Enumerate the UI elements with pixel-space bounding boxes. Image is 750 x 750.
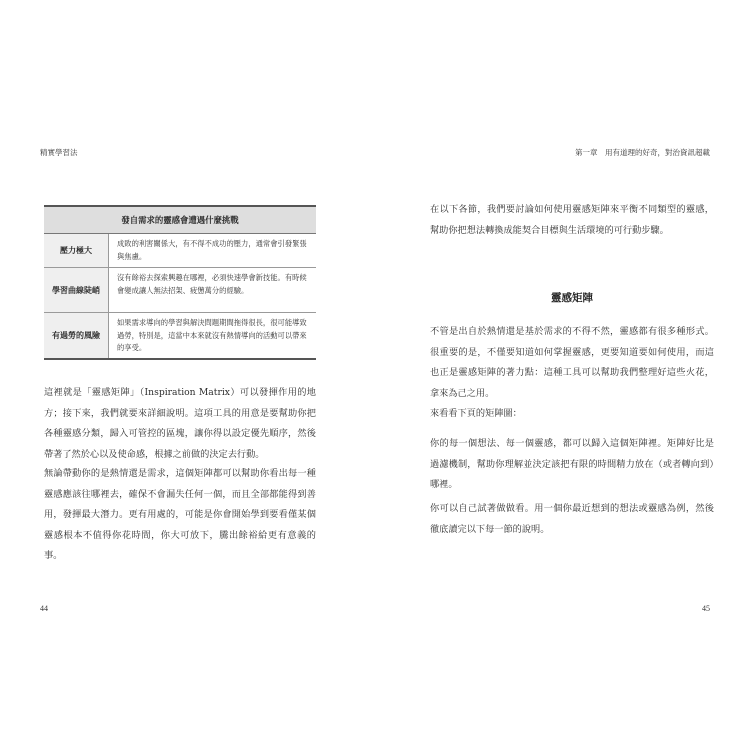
body-paragraph: 在以下各節，我們要討論如何使用靈感矩陣來平衡不同類型的靈感，幫助你把想法轉換成能契合目標與生活環境的可行動步驟。 [430, 204, 714, 236]
body-paragraph: 你的每一個想法、每一個靈感，都可以歸入這個矩陣裡。矩陣好比是過濾機制，幫助你理解並決定該把有限的時間精力放在（或者轉向到）哪裡。 [430, 438, 714, 490]
table-row [44, 313, 316, 358]
table-row [44, 234, 316, 268]
table-row-text: 成敗的利害關係大，有不得不成功的壓力，通常會引發緊張與焦慮。 [117, 239, 307, 261]
running-header-left: 精實學習法 [40, 148, 78, 157]
table-row-label: 有過勞的風險 [44, 313, 109, 358]
section-heading: 靈感矩陣 [551, 292, 593, 304]
body-paragraph: 無論帶動你的是熱情還是需求，這個矩陣都可以幫助你看出每一種靈感應該往哪裡去，確保不會漏失任何一個，而且全部都能得到善用，發揮最大潛力。更有用處的，可能是你會開始學到要看僅某個靈感根本不值得你花時間，你大可放下，騰出餘裕給更有意義的事。 [44, 468, 316, 561]
body-paragraph: 來看看下頁的矩陣圖： [430, 408, 522, 419]
table-row-text: 如果需求導向的學習與解決問題期間拖得很長，很可能導致過勞，特別是，這當中本來就沒有熱情導向的活動可以帶來的享受。 [117, 318, 307, 352]
body-paragraph: 不管是出自於熱情還是基於需求的不得不然，靈感都有很多種形式。很重要的是，不僅要知道如何掌握靈感，更要知道要如何使用，而這也正是靈感矩陣的著力點：這種工具可以幫助我們整理好這些火花，拿來為己之用。 [430, 326, 714, 399]
table-row [44, 268, 316, 313]
table-row-label: 學習曲線陡峭 [44, 268, 109, 312]
page-number-left: 44 [40, 604, 48, 613]
table-row-text: 沒有餘裕去探索興趣在哪裡，必須快速學會新技能。有時候會變成讓人無法招架、疲憊萬分的經驗。 [117, 273, 307, 295]
running-header-right: 第一章 用有道理的好奇，對治資訊超載 [575, 148, 710, 157]
body-paragraph: 這裡就是「靈感矩陣」（Inspiration Matrix）可以發揮作用的地方；接下來，我們就要來詳細說明。這項工具的用意是要幫助你把各種靈感分類，歸入可管控的區塊，讓你得以設定優先順序，然後帶著了然於心以及使命感，根據之前做的決定去行動。 [44, 387, 316, 460]
challenges-table [44, 205, 316, 360]
table-title: 發自需求的靈感會遭遇什麼挑戰 [44, 207, 316, 234]
table-row-label: 壓力極大 [44, 234, 109, 267]
body-paragraph: 你可以自己試著做做看。用一個你最近想到的想法或靈感為例，然後徹底讀完以下每一節的說明。 [430, 503, 714, 535]
page-number-right: 45 [702, 604, 710, 613]
